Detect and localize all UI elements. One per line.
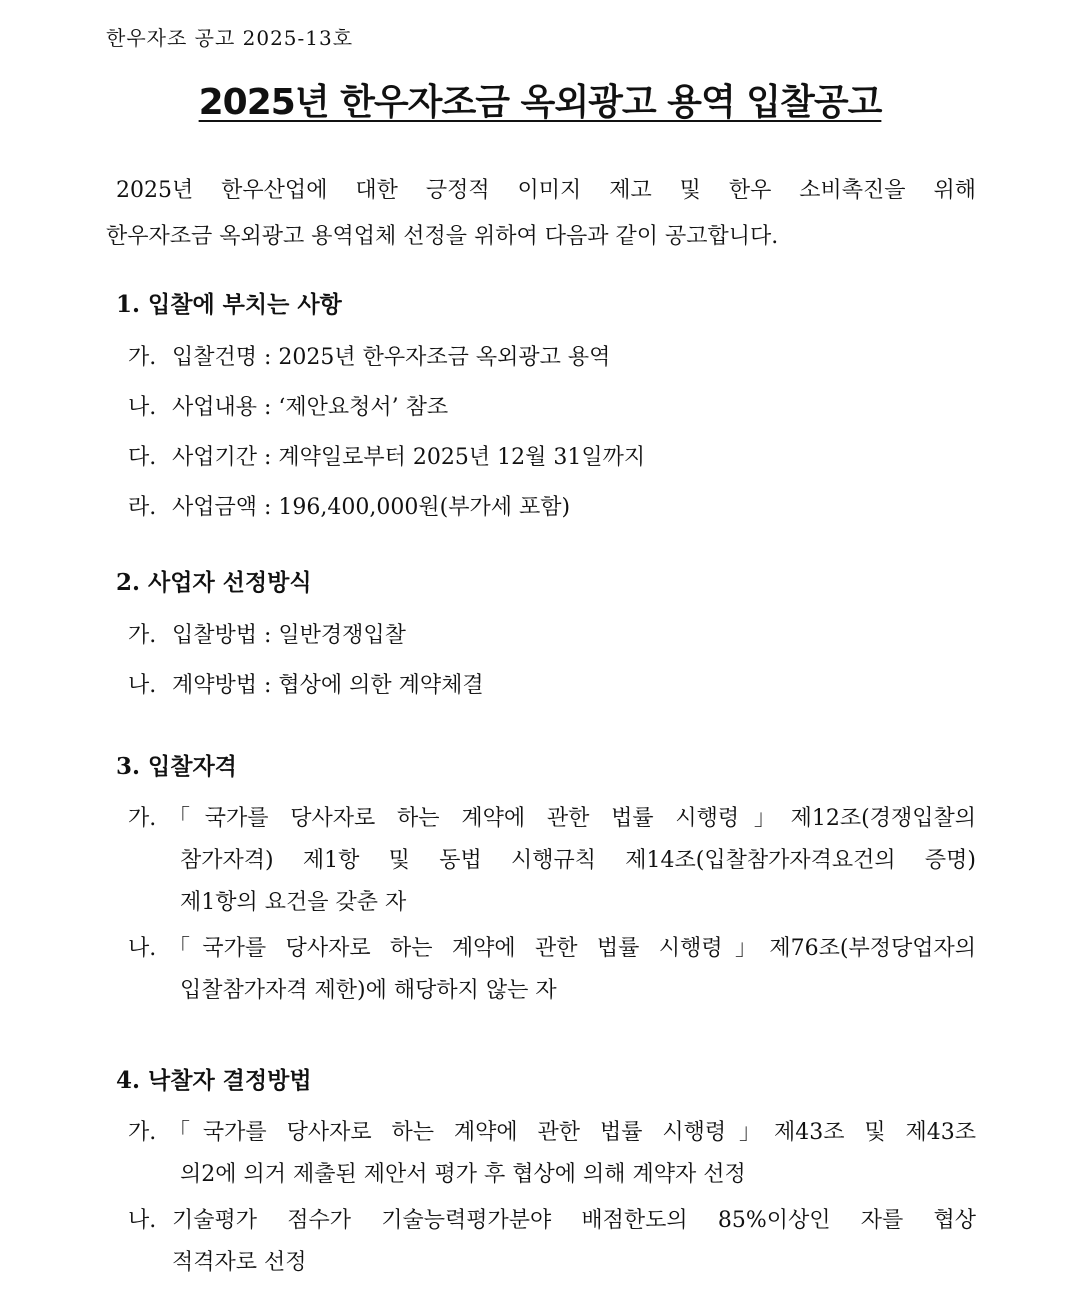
item-marker: 나. [128,673,157,698]
item-line: 참가자격) 제1항 및 동법 시행규칙 제14조(입찰참가자격요건의 증명) [180,848,976,873]
item-text: 사업기간 : 계약일로부터 2025년 12월 31일까지 [172,445,646,470]
notice-number: 한우자조 공고 2025-13호 [106,26,354,50]
list-item [128,1200,976,1284]
section-heading: 2. 사업자 선정방식 [116,569,312,596]
item-text: 계약방법 : 협상에 의한 계약체결 [172,673,484,698]
item-line: 제1항의 요건을 갖춘 자 [180,890,407,915]
item-text: 사업내용 : ‘제안요청서’ 참조 [172,395,449,420]
intro-paragraph [106,168,976,260]
section-heading: 3. 입찰자격 [116,753,237,780]
item-marker: 다. [128,445,157,470]
item-text [128,928,976,1012]
section-heading: 4. 낙찰자 결정방법 [116,1067,312,1094]
document-title-text: 2025년 한우자조금 옥외광고 용역 입찰공고 [198,82,882,123]
item-text: 입찰방법 : 일반경쟁입찰 [172,623,406,648]
item-text [128,1200,976,1284]
list-item [128,340,610,371]
section-heading: 1. 입찰에 부치는 사항 [116,291,342,318]
list-item [128,668,484,699]
item-line: 「국가를 당사자로 하는 계약에 관한 법률 시행령」제76조(부정당업자의 [168,936,976,961]
item-line: 의2에 의거 제출된 제안서 평가 후 협상에 의해 계약자 선정 [180,1162,746,1187]
list-item [128,1112,976,1196]
item-line: 「국가를 당사자로 하는 계약에 관한 법률 시행령」제43조 및 제43조 [168,1120,976,1145]
item-marker: 가. [128,1120,157,1145]
item-marker: 라. [128,495,157,520]
item-line: 기술평가 점수가 기술능력평가분야 배점한도의 85%이상인 자를 협상 [172,1208,976,1233]
intro-line: 한우자조금 옥외광고 용역업체 선정을 위하여 다음과 같이 공고합니다. [106,224,779,249]
list-item [128,618,406,649]
intro-line: 2025년 한우산업에 대한 긍정적 이미지 제고 및 한우 소비촉진을 위해 [116,178,976,203]
item-marker: 가. [128,623,157,648]
list-item [128,490,570,521]
item-text: 사업금액 : 196,400,000원(부가세 포함) [172,495,571,520]
item-marker: 나. [128,1208,157,1233]
item-marker: 가. [128,806,157,831]
item-line: 「국가를 당사자로 하는 계약에 관한 법률 시행령」제12조(경쟁입찰의 [168,806,976,831]
list-item [128,798,976,924]
item-line: 입찰참가자격 제한)에 해당하지 않는 자 [180,978,557,1003]
list-item [128,440,645,471]
item-text [128,1112,976,1196]
item-marker: 나. [128,936,157,961]
document-title [0,74,1080,125]
item-text [128,798,976,924]
list-item [128,390,448,421]
item-marker: 가. [128,345,157,370]
item-line: 적격자로 선정 [172,1250,307,1275]
item-text: 입찰건명 : 2025년 한우자조금 옥외광고 용역 [172,345,611,370]
item-marker: 나. [128,395,157,420]
list-item [128,928,976,1012]
